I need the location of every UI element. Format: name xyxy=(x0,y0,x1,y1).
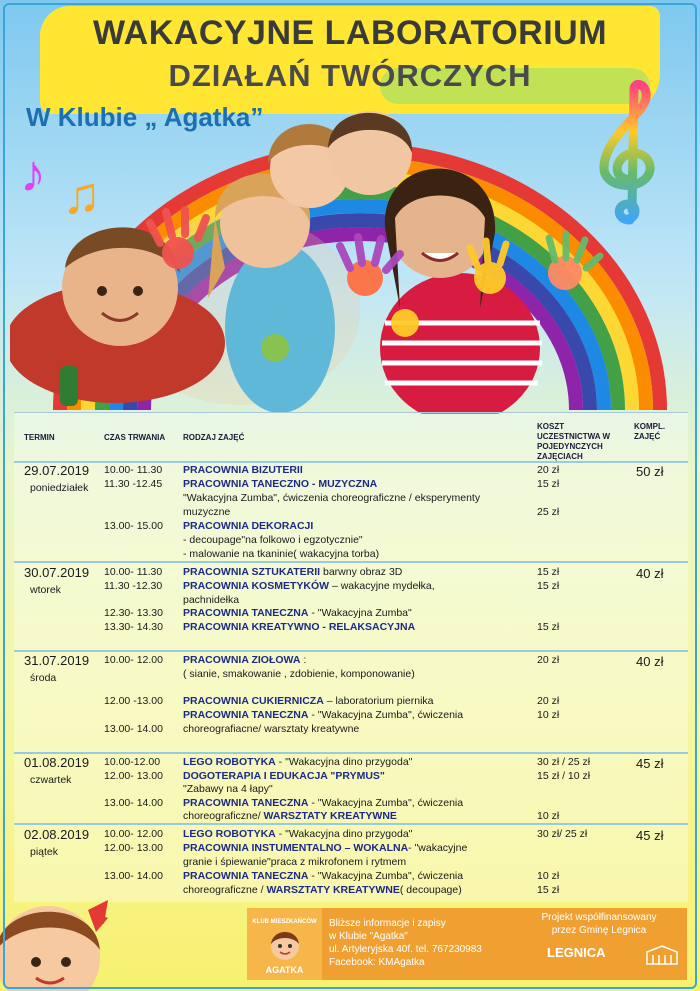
activity-time: 10.00- 11.30 xyxy=(104,464,163,476)
legnica-logo-text: LEGNICA xyxy=(547,945,606,960)
activity-cost: 15 zł xyxy=(537,566,560,578)
activity-name: PRACOWNIA INSTUMENTALNO – WOKALNA xyxy=(183,842,409,854)
activity-description: choreograficzne / xyxy=(183,884,267,896)
activity-line xyxy=(183,607,412,620)
activity-line xyxy=(183,464,303,477)
activity-description: - "Wakacyjna Zumba", ćwiczenia xyxy=(308,797,464,809)
logo-bottom-text: AGATKA xyxy=(265,965,304,975)
girl-mascot-illustration xyxy=(0,880,110,991)
activity-description: : xyxy=(300,654,307,666)
agatka-face-icon xyxy=(267,926,303,962)
activity-time: 11.30 -12.45 xyxy=(104,478,163,490)
project-line-1: Projekt współfinansowany xyxy=(541,912,657,923)
activity-description: ( sianie, smakowanie , zdobienie, komponowanie) xyxy=(183,668,415,680)
activity-time: 12.30- 13.30 xyxy=(104,607,163,619)
activity-description: muzyczne xyxy=(183,506,231,518)
activity-line xyxy=(183,548,379,561)
activity-line xyxy=(183,668,415,681)
day-total-price: 45 zł xyxy=(636,828,664,843)
row-divider xyxy=(14,461,688,463)
day-total-price: 40 zł xyxy=(636,654,664,669)
activity-time: 10.00- 12.00 xyxy=(104,654,163,666)
activity-line xyxy=(183,506,230,519)
row-divider xyxy=(14,823,688,825)
header-rodzaj-zajec: RODZAJ ZAJĘĆ xyxy=(183,433,245,442)
row-divider xyxy=(14,650,688,652)
children-photo xyxy=(10,108,610,414)
activity-name: PRACOWNIA KREATYWNO - RELAKSACYJNA xyxy=(183,621,416,633)
info-line-2: w Klubie "Agatka" xyxy=(329,931,408,942)
activity-description: – wakacyjne mydełka, xyxy=(329,580,435,592)
activity-name: LEGO ROBOTYKA xyxy=(183,756,276,768)
footer-bar xyxy=(247,908,687,980)
activity-name: PRACOWNIA ZIOŁOWA xyxy=(183,654,301,666)
day-weekday: poniedziałek xyxy=(30,482,89,494)
day-date: 29.07.2019 xyxy=(24,463,90,478)
activity-line xyxy=(183,828,412,841)
activity-line xyxy=(183,810,397,823)
activity-description: - "Wakacyjna Zumba", ćwiczenia xyxy=(308,709,464,721)
day-weekday: środa xyxy=(30,672,57,684)
activity-name: PRACOWNIA TANECZNA xyxy=(183,870,309,882)
activity-description: choreograficzne/ xyxy=(183,810,264,822)
activity-cost: 15 zł / 10 zł xyxy=(537,770,591,782)
activity-cost: 10 zł xyxy=(537,709,560,721)
activity-description: - "Wakacyjna Zumba", ćwiczenia xyxy=(308,870,464,882)
activity-name: LEGO ROBOTYKA xyxy=(183,828,276,840)
activity-name: PRACOWNIA BIZUTERII xyxy=(183,464,303,476)
activity-time: 10.00-12.00 xyxy=(104,756,161,768)
activity-description: - "Wakacyjna dino przygoda" xyxy=(275,756,413,768)
header-czas-trwania: CZAS TRWANIA xyxy=(104,433,166,442)
activity-cost: 15 zł xyxy=(537,580,560,592)
activity-cost: 25 zł xyxy=(537,506,560,518)
activity-name: WARSZTATY KREATYWNE xyxy=(266,884,400,896)
activity-line xyxy=(183,594,239,607)
activity-description: - malowanie na tkaninie( wakacyjna torba) xyxy=(183,548,380,560)
activity-description: - decoupage"na folkowo i egzotycznie" xyxy=(183,534,363,546)
activity-time: 13.30- 14.30 xyxy=(104,621,163,633)
activity-line xyxy=(183,478,377,491)
logo-top-text: KLUB MIESZKAŃCÓW xyxy=(252,919,317,925)
activity-time: 10.00- 11.30 xyxy=(104,566,163,578)
activity-description: "Wakacyjna Zumba", ćwiczenia choreograficzne / eksperymenty xyxy=(183,492,481,504)
activity-description: - "wakacyjne xyxy=(408,842,468,854)
day-date: 30.07.2019 xyxy=(24,565,90,580)
activity-time: 12.00- 13.00 xyxy=(104,770,163,782)
activity-time: 13.00- 14.00 xyxy=(104,723,163,735)
activity-name: PRACOWNIA DEKORACJI xyxy=(183,520,314,532)
activity-name: PRACOWNIA CUKIERNICZA xyxy=(183,695,324,707)
activity-line xyxy=(183,870,463,883)
activity-time: 12.00- 13.00 xyxy=(104,842,163,854)
activity-time: 13.00- 15.00 xyxy=(104,520,163,532)
activity-name: PRACOWNIA TANECZNA xyxy=(183,797,309,809)
activity-name: PRACOWNIA SZTUKATERII xyxy=(183,566,321,578)
activity-name: PRACOWNIA TANECZNO - MUZYCZNA xyxy=(183,478,378,490)
activity-description: - "Wakacyjna Zumba" xyxy=(308,607,412,619)
music-note-icon: ♫ xyxy=(62,167,101,225)
day-total-price: 45 zł xyxy=(636,756,664,771)
activity-cost: 10 zł xyxy=(537,810,560,822)
info-line-3: ul. Artyleryjska 40f. tel. 767230983 xyxy=(329,944,482,955)
activity-line xyxy=(183,621,415,634)
activity-line xyxy=(183,580,435,593)
activity-description: choreografiacne/ warsztaty kreatywne xyxy=(183,723,360,735)
day-date: 01.08.2019 xyxy=(24,755,90,770)
activity-line xyxy=(183,797,463,810)
activity-cost: 20 zł xyxy=(537,654,560,666)
activity-cost: 15 zł xyxy=(537,884,560,896)
activity-cost: 10 zł xyxy=(537,870,560,882)
header-kompl: KOMPL. ZAJĘĆ xyxy=(634,422,666,441)
project-line-2: przez Gminę Legnica xyxy=(551,925,647,936)
activity-line xyxy=(183,770,385,783)
activity-description: pachnidełka xyxy=(183,594,240,606)
activity-line xyxy=(183,709,463,722)
day-date: 31.07.2019 xyxy=(24,653,90,668)
activity-time: 11.30 -12.30 xyxy=(104,580,163,592)
header-termin: TERMIN xyxy=(24,433,55,442)
activity-name: PRACOWNIA TANECZNA xyxy=(183,607,309,619)
activity-line xyxy=(183,884,462,897)
activity-cost: 30 zł / 25 zł xyxy=(537,756,591,768)
title-line-1: WAKACYJNE LABORATORIUM xyxy=(92,14,608,52)
activity-description: ( decoupage) xyxy=(399,884,462,896)
activity-line xyxy=(183,566,402,579)
activity-cost: 30 zł/ 25 zł xyxy=(537,828,588,840)
activity-line xyxy=(183,842,467,855)
activity-line xyxy=(183,723,359,736)
activity-name: PRACOWNIA KOSMETYKÓW xyxy=(183,580,330,592)
row-divider xyxy=(14,561,688,563)
activity-time: 12.00 -13.00 xyxy=(104,695,163,707)
activity-cost: 15 zł xyxy=(537,478,560,490)
activity-line xyxy=(183,520,313,533)
activity-description: – laboratorium piernika xyxy=(323,695,434,707)
info-line-4: Facebook: KMAgatka xyxy=(329,957,425,968)
agatka-logo xyxy=(247,908,322,980)
activity-description: "Zabawy na 4 łapy" xyxy=(183,783,273,795)
building-logo-icon xyxy=(645,944,679,966)
activity-time: 10.00- 12.00 xyxy=(104,828,163,840)
activity-cost: 20 zł xyxy=(537,695,560,707)
day-date: 02.08.2019 xyxy=(24,827,90,842)
activity-line xyxy=(183,783,273,796)
activity-line xyxy=(183,534,363,547)
activity-cost: 15 zł xyxy=(537,621,560,633)
activity-time: 13.00- 14.00 xyxy=(104,870,163,882)
activity-description: barwny obraz 3D xyxy=(320,566,403,578)
day-total-price: 50 zł xyxy=(636,464,664,479)
activity-name: WARSZTATY KREATYWNE xyxy=(263,810,397,822)
activity-description: - "Wakacyjna dino przygoda" xyxy=(275,828,413,840)
activity-line xyxy=(183,856,406,869)
title-line-2: DZIAŁAŃ TWÓRCZYCH xyxy=(168,58,532,93)
day-weekday: wtorek xyxy=(30,584,61,596)
activity-name: DOGOTERAPIA I EDUKACJA "PRYMUS" xyxy=(183,770,385,782)
activity-line xyxy=(183,756,412,769)
activity-line xyxy=(183,492,480,505)
day-total-price: 40 zł xyxy=(636,566,664,581)
subtitle: W Klubie „ Agatka” xyxy=(26,102,264,132)
activity-description: granie i śpiewanie"praca z mikrofonem i rytmem xyxy=(183,856,407,868)
activity-time: 13.00- 14.00 xyxy=(104,797,163,809)
header-koszt: KOSZT UCZESTNICTWA W POJEDYNCZYCH ZAJĘCIACH xyxy=(537,422,611,461)
activity-cost: 20 zł xyxy=(537,464,560,476)
activity-name: PRACOWNIA TANECZNA xyxy=(183,709,309,721)
music-note-icon: ♪ xyxy=(20,145,46,203)
info-line-1: Bliższe informacje i zapisy xyxy=(329,918,446,929)
activity-line xyxy=(183,695,434,708)
day-weekday: piątek xyxy=(30,846,59,858)
activity-line xyxy=(183,654,306,667)
day-weekday: czwartek xyxy=(30,774,72,786)
row-divider xyxy=(14,752,688,754)
